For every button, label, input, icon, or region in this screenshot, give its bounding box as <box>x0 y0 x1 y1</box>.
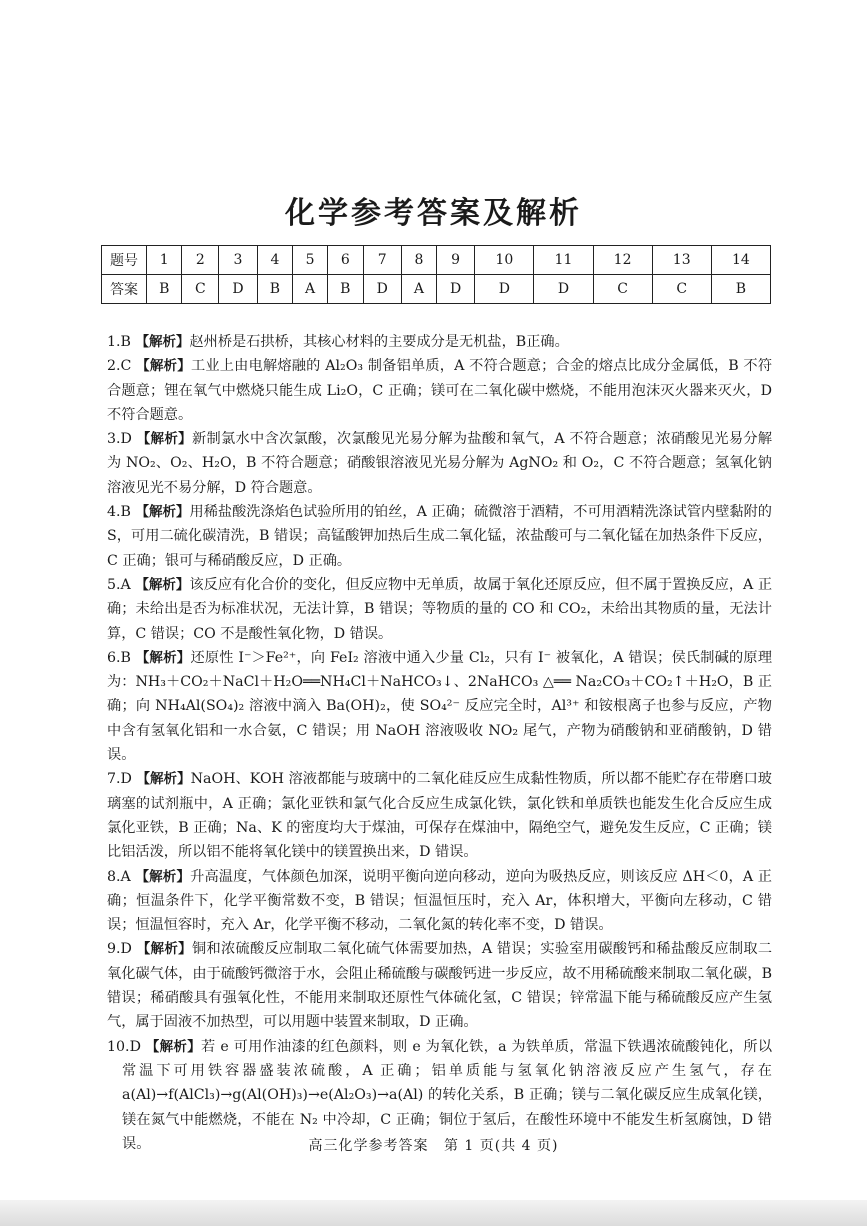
answer-row-label: 答案 <box>102 275 147 304</box>
page-footer <box>0 1135 867 1155</box>
question-number-cell: 9 <box>436 246 474 275</box>
answer-cell: C <box>182 275 219 304</box>
item-number: 1.B <box>107 334 131 350</box>
analysis-tag: 【解析】 <box>135 504 190 521</box>
question-number-cell: 14 <box>711 246 770 275</box>
item-text: 铜和浓硫酸反应制取二氧化硫气体需要加热，A 错误；实验室用碳酸钙和稀盐酸反应制取二氧化碳气体，由于硫酸钙微溶于水，会阻止稀硫酸与碳酸钙进一步反应，故不用稀硫酸来制取二氧化碳，B 错误；稀硝酸具有强氧化性，不能用来制取还原性气体硫化氢，C 错误；锌常温下能与稀硫酸反应产生氢气，属于固液不加热型，可以用题中装置来制取，D 正确。 <box>107 941 773 1031</box>
answer-cell: A <box>401 275 436 304</box>
item-number: 9.D <box>107 941 132 958</box>
item-number: 5.A <box>107 576 131 593</box>
answer-cell: B <box>257 275 292 304</box>
answer-cell: D <box>436 275 474 304</box>
explanation-item <box>107 500 772 573</box>
item-text: 新制氯水中含次氯酸，次氯酸见光易分解为盐酸和氧气，A 不符合题意；浓硝酸见光易分解为 NO₂、O₂、H₂O，B 不符合题意；硝酸银溶液见光易分解为 AgNO₂ 和 O₂，C 不符合题意；氢氧化钠溶液见光不易分解，D 符合题意。 <box>107 431 773 496</box>
item-number: 8.A <box>107 868 131 885</box>
item-text: 赵州桥是石拱桥，其核心材料的主要成分是无机盐，B正确。 <box>189 334 569 350</box>
explanations <box>107 330 772 1156</box>
question-number-cell: 8 <box>401 246 436 275</box>
answer-cell: D <box>363 275 401 304</box>
analysis-tag: 【解析】 <box>136 431 192 448</box>
answer-cell: A <box>293 275 328 304</box>
answer-table-answer-row <box>102 275 771 304</box>
answer-table <box>101 245 771 304</box>
item-text: 该反应有化合价的变化，但反应物中无单质，故属于氧化还原反应，但不属于置换反应，A 正确；未给出是否为标准状况，无法计算，B 错误；等物质的量的 CO 和 CO₂，未给出其物质的量，无法计算，C 错误；CO 不是酸性氧化物，D 错误。 <box>107 576 773 642</box>
question-number-cell: 5 <box>293 246 328 275</box>
question-number-cell: 3 <box>219 246 257 275</box>
question-number-cell: 4 <box>257 246 292 275</box>
item-number: 10.D <box>107 1038 141 1055</box>
answer-cell: D <box>219 275 257 304</box>
question-number-cell: 7 <box>363 246 401 275</box>
answer-cell: B <box>147 275 182 304</box>
item-number: 4.B <box>107 504 131 521</box>
answer-cell: C <box>593 275 652 304</box>
item-text: 若 e 可用作油漆的红色颜料，则 e 为氧化铁，a 为铁单质，常温下铁遇浓硫酸钝化，所以常温下可用铁容器盛装浓硫酸，A 正确；铝单质能与氢氧化钠溶液反应产生氢气，存在 a(Al)→f(AlCl₃)→g(Al(OH)₃)→e(Al₂O₃)→a(Al) 的转化关系，B 正确；镁与二氧化碳反应生成氧化镁，镁在氮气中能燃烧，不能在 N₂ 中冷却，C 正确；铜位于氢后，在酸性环境中不能发生析氢腐蚀，D 错误。 <box>122 1038 773 1152</box>
question-number-cell: 12 <box>593 246 652 275</box>
analysis-tag: 【解析】 <box>135 868 191 885</box>
analysis-tag: 【解析】 <box>136 771 191 788</box>
analysis-tag: 【解析】 <box>136 941 192 958</box>
page-title: 化学参考答案及解析 <box>285 196 582 231</box>
explanation-item <box>107 354 772 427</box>
item-number: 3.D <box>107 431 132 448</box>
number-row-label: 题号 <box>102 246 147 275</box>
analysis-tag: 【解析】 <box>145 1038 202 1055</box>
analysis-tag: 【解析】 <box>136 358 191 375</box>
question-number-cell: 11 <box>534 246 593 275</box>
footer-page-number: 第 1 页(共 4 页) <box>443 1138 559 1154</box>
question-number-cell: 10 <box>475 246 534 275</box>
item-number: 2.C <box>107 358 132 375</box>
item-text: 工业上由电解熔融的 Al₂O₃ 制备铝单质，A 不符合题意；合金的熔点比成分金属低，B 不符合题意；锂在氧气中燃烧只能生成 Li₂O，C 正确；镁可在二氧化碳中燃烧，不能用泡沫灭火器来灭火，D 不符合题意。 <box>107 358 773 423</box>
explanation-item <box>107 573 772 646</box>
item-number: 7.D <box>107 771 132 788</box>
footer-doc-name: 高三化学参考答案 <box>308 1138 429 1154</box>
item-text: 升高温度，气体颜色加深，说明平衡向逆向移动，逆向为吸热反应，则该反应 ΔH＜0，A 正确；恒温条件下，化学平衡常数不变，B 错误；恒温恒压时，充入 Ar，体积增大，平衡向左移动，C 错误；恒温恒容时，充入 Ar，化学平衡不移动，二氧化氮的转化率不变，D 错误。 <box>107 868 772 934</box>
item-text: 用稀盐酸洗涤焰色试验所用的铂丝，A 正确；硫微溶于酒精，不可用酒精洗涤试管内壁黏附的 S，可用二硫化碳清洗，B 错误；高锰酸钾加热后生成二氧化锰，浓盐酸可与二氧化锰在加热条件下反应，C 正确；银可与稀硝酸反应，D 正确。 <box>107 504 772 569</box>
answer-cell: B <box>328 275 363 304</box>
question-number-cell: 13 <box>652 246 711 275</box>
analysis-tag: 【解析】 <box>135 576 190 593</box>
explanation-item <box>107 646 772 767</box>
explanation-item <box>107 937 772 1034</box>
question-number-cell: 6 <box>328 246 363 275</box>
explanation-item <box>107 767 772 864</box>
question-number-cell: 2 <box>182 246 219 275</box>
answer-cell: D <box>534 275 593 304</box>
answer-cell: D <box>475 275 534 304</box>
explanation-item <box>107 427 772 500</box>
answer-cell: B <box>711 275 770 304</box>
answer-cell: C <box>652 275 711 304</box>
question-number-cell: 1 <box>147 246 182 275</box>
item-text: NaOH、KOH 溶液都能与玻璃中的二氧化硅反应生成黏性物质，所以都不能贮存在带磨口玻璃塞的试剂瓶中，A 正确；氯化亚铁和氯气化合反应生成氯化铁，氯化铁和单质铁也能发生化合反应生成氯化亚铁，B 正确；Na、K 的密度均大于煤油，可保存在煤油中，隔绝空气，避免发生反应，C 正确；镁比铝活泼，所以铝不能将氧化镁中的镁置换出来，D 错误。 <box>107 771 772 861</box>
answer-table-number-row <box>102 246 771 275</box>
explanation-item <box>107 865 772 938</box>
item-number: 6.B <box>107 649 131 666</box>
analysis-tag: 【解析】 <box>135 649 191 666</box>
analysis-tag: 【解析】 <box>135 334 190 350</box>
page-bottom-edge <box>0 1200 867 1226</box>
explanation-item <box>107 330 772 354</box>
item-text: 还原性 I⁻＞Fe²⁺，向 FeI₂ 溶液中通入少量 Cl₂，只有 I⁻ 被氧化，A 错误；侯氏制碱的原理为：NH₃＋CO₂＋NaCl＋H₂O══NH₄Cl＋NaHCO₃↓、2NaHCO₃ △══ Na₂CO₃＋CO₂↑＋H₂O，B 正确；向 NH₄Al(SO₄)₂ 溶液中滴入 Ba(OH)₂，使 SO₄²⁻ 反应完全时，Al³⁺ 和铵根离子也参与反应，产物中含有氢氧化铝和一水合氨，C 错误；用 NaOH 溶液吸收 NO₂ 尾气，产物为硝酸钠和亚硝酸钠，D 错误。 <box>107 649 773 764</box>
